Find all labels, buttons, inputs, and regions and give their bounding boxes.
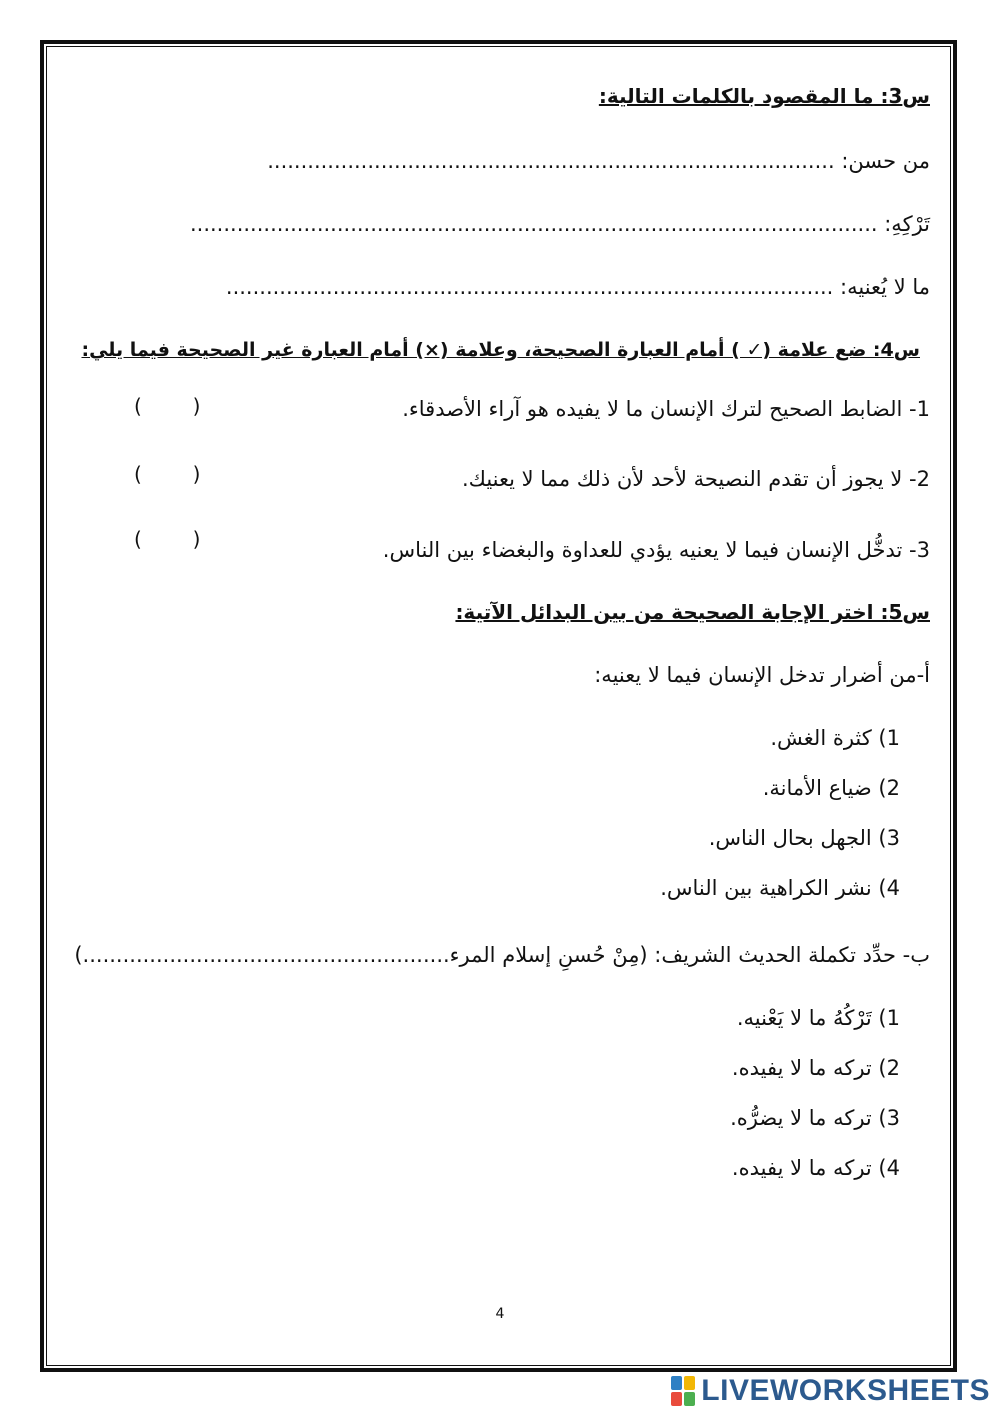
q3-item-label: تَرْكِهِ: [884, 212, 930, 236]
q5b-question: ب- حدِّد تكملة الحديث الشريف: (مِنْ حُسنِ إسلام المرء.......................................................) [74, 943, 930, 967]
answer-blank[interactable]: ........................................................................................... [225, 275, 834, 299]
q5b-option-2[interactable]: 2) تركه ما لا يفيده. [731, 1056, 900, 1080]
q5-heading: س5: اختر الإجابة الصحيحة من بين البدائل الآتية: [455, 600, 930, 624]
q3-item-label: ما لا يُعنيه: [840, 275, 930, 299]
liveworksheets-logo-icon [671, 1376, 695, 1406]
q5a-option-2[interactable]: 2) ضياع الأمانة. [762, 776, 900, 800]
liveworksheets-brand[interactable] [671, 1372, 990, 1410]
q4-statement-2: 2- لا يجوز أن تقدم النصيحة لأحد لأن ذلك مما لا يعنيك. [461, 467, 930, 491]
q5a-option-4[interactable]: 4) نشر الكراهية بين الناس. [660, 876, 900, 900]
answer-blank[interactable]: ....................................................................................................... [189, 212, 878, 236]
answer-box[interactable]: ( ) [134, 394, 201, 418]
q5a-option-3[interactable]: 3) الجهل بحال الناس. [708, 826, 900, 850]
q5b-option-4[interactable]: 4) تركه ما لا يفيده. [731, 1156, 900, 1180]
answer-blank[interactable]: ..................................................................................... [267, 149, 835, 173]
q3-item-label: من حسن: [841, 149, 930, 173]
q3-item-1 [267, 146, 930, 176]
q5b-option-1[interactable]: 1) تَرْكُهُ ما لا يَعْنيه. [736, 1006, 900, 1030]
q3-heading: س3: ما المقصود بالكلمات التالية: [598, 84, 930, 108]
q5b-option-3[interactable]: 3) تركه ما لا يضرُّه. [730, 1106, 900, 1130]
q3-item-2 [190, 209, 930, 239]
q3-item-3 [226, 272, 930, 302]
answer-box[interactable]: ( ) [134, 462, 201, 486]
q4-statement-1: 1- الضابط الصحيح لترك الإنسان ما لا يفيده هو آراء الأصدقاء. [402, 397, 930, 421]
q4-heading: س4: ضع علامة (✓ ) أمام العبارة الصحيحة، وعلامة (×) أمام العبارة غير الصحيحة فيما يلي: [81, 339, 920, 361]
page-number: 4 [495, 1306, 505, 1322]
q4-statement-3: 3- تدخُّل الإنسان فيما لا يعنيه يؤدي للعداوة والبغضاء بين الناس. [382, 538, 930, 562]
brand-name: LIVEWORKSHEETS [701, 1374, 990, 1407]
answer-box[interactable]: ( ) [134, 527, 201, 551]
q5a-question: أ-من أضرار تدخل الإنسان فيما لا يعنيه: [594, 663, 930, 687]
q5a-option-1[interactable]: 1) كثرة الغش. [770, 726, 900, 750]
